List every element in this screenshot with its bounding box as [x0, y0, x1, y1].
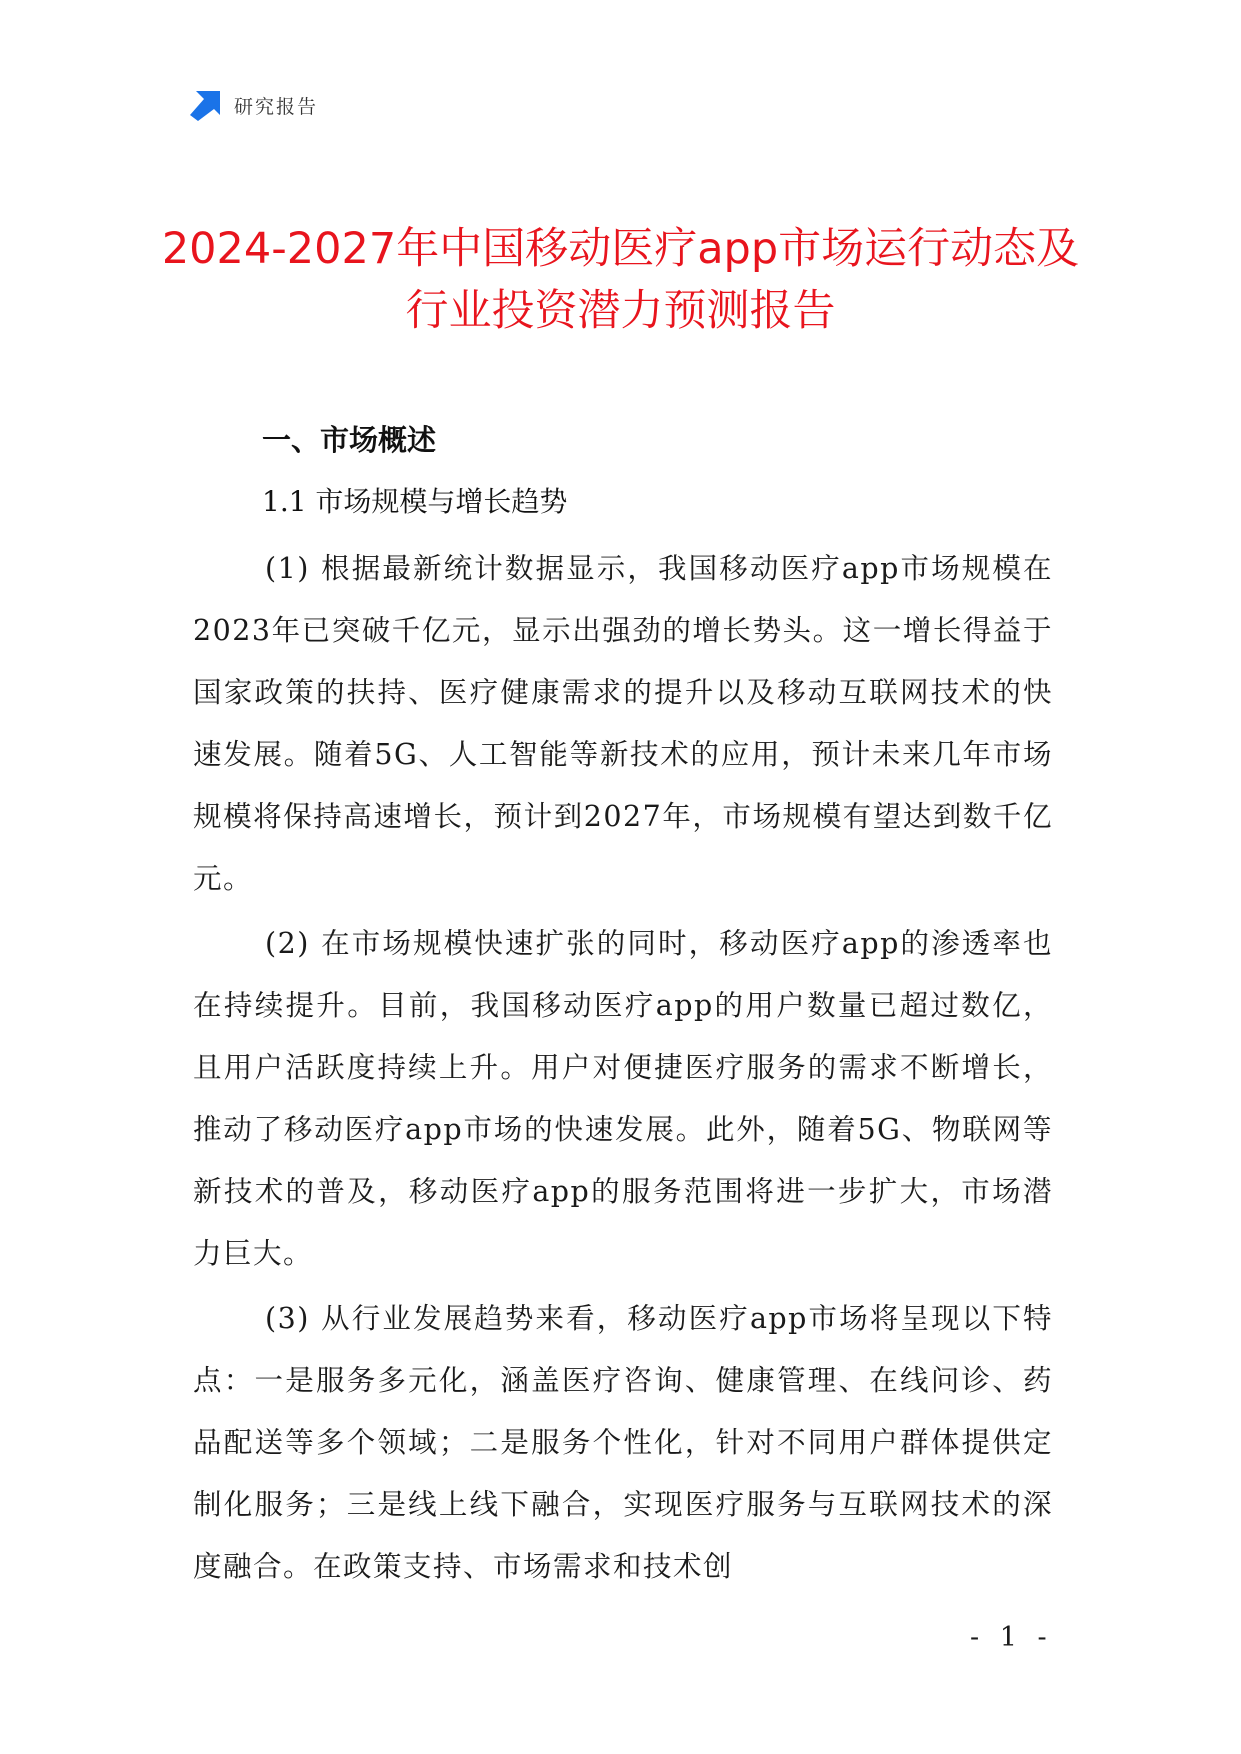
body-text	[193, 538, 1053, 1601]
header-label: 研究报告	[234, 95, 319, 118]
paragraph-2: (2) 在市场规模快速扩张的同时，移动医疗app的渗透率也在持续提升。目前，我国移动医疗app的用户数量已超过数亿，且用户活跃度持续上升。用户对便捷医疗服务的需求不断增长，推动了移动医疗app市场的快速发展。此外，随着5G、物联网等新技术的普及，移动医疗app的服务范围将进一步扩大，市场潜力巨大。	[193, 927, 1053, 1270]
document-title: 2024-2027年中国移动医疗app市场运行动态及行业投资潜力预测报告	[161, 224, 1080, 336]
page-number: - 1 -	[970, 1622, 1053, 1653]
paragraph-1: (1) 根据最新统计数据显示，我国移动医疗app市场规模在2023年已突破千亿元，显示出强劲的增长势头。这一增长得益于国家政策的扶持、医疗健康需求的提升以及移动互联网技术的快速发展。随着5G、人工智能等新技术的应用，预计未来几年市场规模将保持高速增长，预计到2027年，市场规模有望达到数千亿元。	[193, 552, 1053, 895]
subsection-heading: 1.1 市场规模与增长趋势	[262, 485, 568, 518]
arrow-up-right-icon	[190, 89, 222, 121]
paragraph-3: (3) 从行业发展趋势来看，移动医疗app市场将呈现以下特点：一是服务多元化，涵盖医疗咨询、健康管理、在线问诊、药品配送等多个领域；二是服务个性化，针对不同用户群体提供定制化服务；三是线上线下融合，实现医疗服务与互联网技术的深度融合。在政策支持、市场需求和技术创	[193, 1302, 1053, 1583]
report-header	[190, 88, 318, 122]
section-heading: 一、市场概述	[262, 423, 437, 457]
